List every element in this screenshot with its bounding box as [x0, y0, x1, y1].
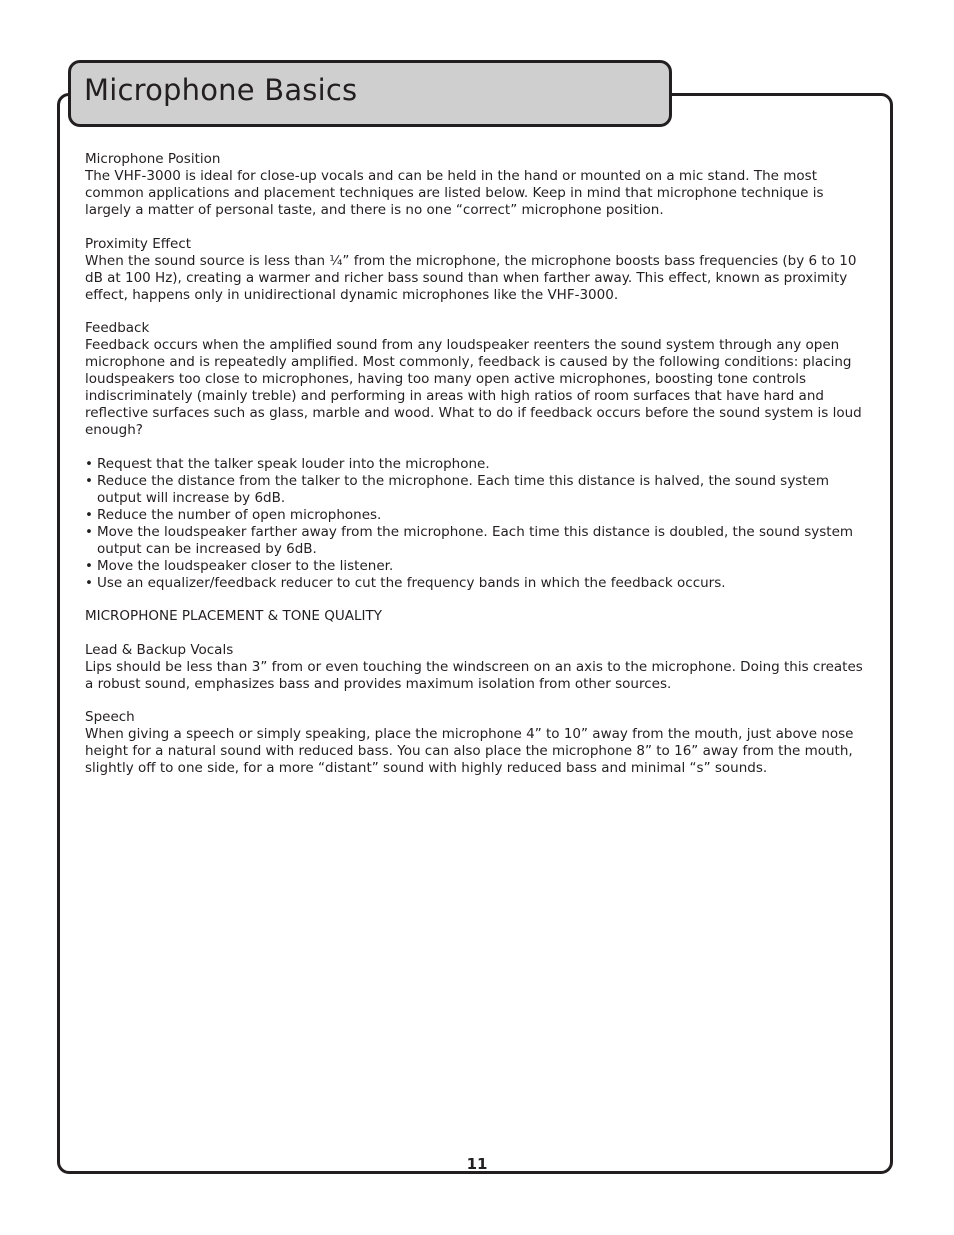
page-number: 11: [466, 1155, 488, 1173]
section-heading: Proximity Effect: [85, 235, 192, 252]
section-body: Lips should be less than 3” from or even touching the windscreen on an axis to the microphone. Doing this creates a robust sound, emphasizes bass and provides maximum isolation from other sources.: [85, 658, 863, 692]
list-item: • Request that the talker speak louder into the microphone.: [85, 456, 870, 473]
section-proximity-effect: [85, 236, 870, 304]
section-speech: [85, 709, 870, 777]
page-title: Microphone Basics: [84, 73, 358, 107]
section-body: When the sound source is less than ¼” from the microphone, the microphone boosts bass frequencies (by 6 to 10 dB at 100 Hz), creating a warmer and richer bass sound than when farther away. This effect, known as proximity effect, happens only in unidirectional dynamic microphones like the VHF-3000.: [85, 252, 857, 303]
list-item: • Reduce the distance from the talker to the microphone. Each time this distance is halved, the sound system output will increase by 6dB.: [85, 473, 870, 507]
section-heading: Lead & Backup Vocals: [85, 641, 234, 658]
section-lead-backup-vocals: [85, 642, 870, 693]
section-heading: MICROPHONE PLACEMENT & TONE QUALITY: [85, 608, 382, 624]
section-heading: Speech: [85, 709, 135, 725]
list-item: • Move the loudspeaker farther away from the microphone. Each time this distance is doubled, the sound system output can be increased by 6dB.: [85, 524, 870, 558]
section-microphone-position: [85, 151, 870, 219]
section-placement-tone-quality: [85, 608, 870, 625]
list-item: • Move the loudspeaker closer to the listener.: [85, 558, 870, 575]
title-tab: [68, 60, 672, 127]
section-body: When giving a speech or simply speaking, place the microphone 4” to 10” away from the mouth, just above nose height for a natural sound with reduced bass. You can also place the microphone 8” to 16” away from the mouth, slightly off to one side, for a more “distant” sound with highly reduced bass and minimal “s” sounds.: [85, 726, 854, 776]
section-body: The VHF-3000 is ideal for close-up vocals and can be held in the hand or mounted on a mic stand. The most common applications and placement techniques are listed below. Keep in mind that microphone technique is largely a matter of personal taste, and there is no one “correct” microphone position.: [85, 168, 824, 218]
list-item: • Use an equalizer/feedback reducer to cut the frequency bands in which the feedback occurs.: [85, 575, 870, 592]
list-item: • Reduce the number of open microphones.: [85, 507, 870, 524]
section-body: Feedback occurs when the amplified sound from any loudspeaker reenters the sound system through any open microphone and is repeatedly amplified. Most commonly, feedback is caused by the following conditions: placing loudspeakers too close to microphones, having too many open active microphones, boosting tone controls indiscriminately (mainly treble) and performing in areas with high ratios of room surfaces that have hard and reflective surfaces such as glass, marble and wood. What to do if feedback occurs before the sound system is loud enough?: [85, 337, 862, 438]
section-heading: Feedback: [85, 320, 150, 336]
section-feedback: [85, 320, 870, 439]
section-heading: Microphone Position: [85, 151, 221, 167]
feedback-remedies-list: [85, 456, 870, 592]
page-content: [85, 151, 870, 794]
